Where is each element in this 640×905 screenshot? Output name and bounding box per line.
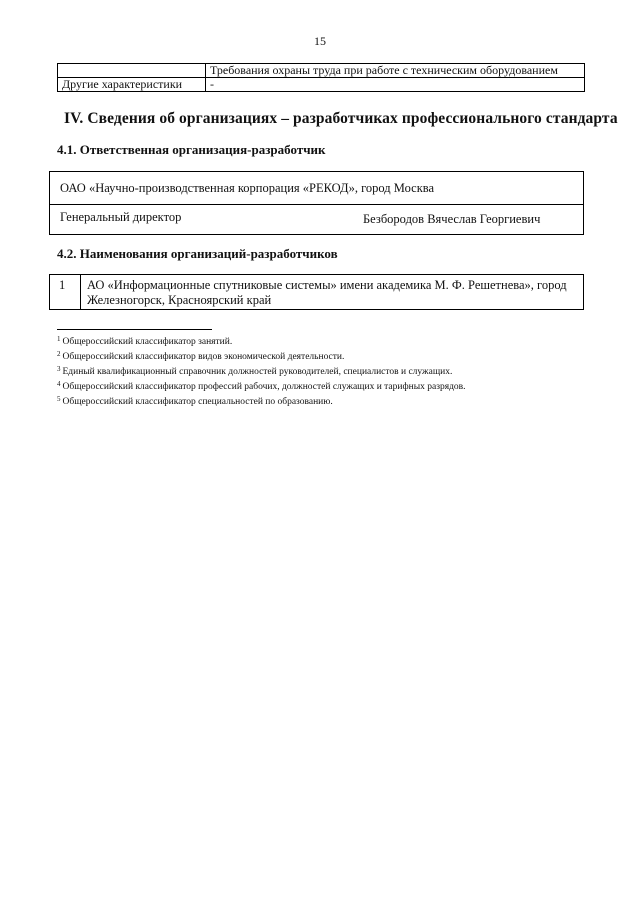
footnote-mark: 4 (57, 380, 61, 388)
table-cell (58, 64, 206, 78)
developers-table (49, 274, 584, 310)
table-divider (80, 275, 81, 309)
footnote-text: Общероссийский классификатор занятий. (62, 337, 233, 347)
footnote-mark: 1 (57, 335, 61, 343)
responsible-org-table (49, 171, 584, 235)
footnote-text: Единый квалификационный справочник должностей руководителей, специалистов и служащих. (62, 367, 453, 377)
footnote (57, 348, 466, 363)
footnotes (57, 333, 466, 408)
footnote (57, 333, 466, 348)
footnote-mark: 3 (57, 365, 61, 373)
table-divider (50, 204, 583, 205)
footnote-text: Общероссийский классификатор профессий рабочих, должностей служащих и тарифных разрядов. (62, 382, 466, 392)
footnote-text: Общероссийский классификатор специальностей по образованию. (62, 397, 333, 407)
footnote (57, 378, 466, 393)
table-cell: Требования охраны труда при работе с техническим оборудованием (206, 64, 585, 78)
developer-name: АО «Информационные спутниковые системы» имени академика М. Ф. Решетнева», город Железногорск, Красноярский край (87, 278, 567, 307)
table-cell: Другие характеристики (58, 78, 206, 92)
table-cell: - (206, 78, 585, 92)
footnote-text: Общероссийский классификатор видов экономической деятельности. (62, 352, 345, 362)
footnote (57, 363, 466, 378)
subsection-title-developers: 4.2. Наименования организаций-разработчиков (57, 246, 338, 261)
section-title: IV. Сведения об организациях – разработчиках профессионального стандарта (64, 110, 618, 127)
footnote-rule (57, 329, 212, 330)
footnote-mark: 5 (57, 395, 61, 403)
developer-number: 1 (59, 278, 66, 292)
responsible-org-person: Безбородов Вячеслав Георгиевич (363, 212, 541, 226)
responsible-org-role: Генеральный директор (60, 210, 182, 224)
subsection-title-responsible: 4.1. Ответственная организация-разработчик (57, 142, 326, 157)
responsible-org-name: ОАО «Научно-производственная корпорация «РЕКОД», город Москва (60, 181, 435, 195)
footnote (57, 393, 466, 408)
characteristics-table (57, 63, 585, 92)
footnote-mark: 2 (57, 350, 61, 358)
table-row (58, 64, 585, 78)
page-number: 15 (314, 34, 326, 48)
table-row (58, 78, 585, 92)
